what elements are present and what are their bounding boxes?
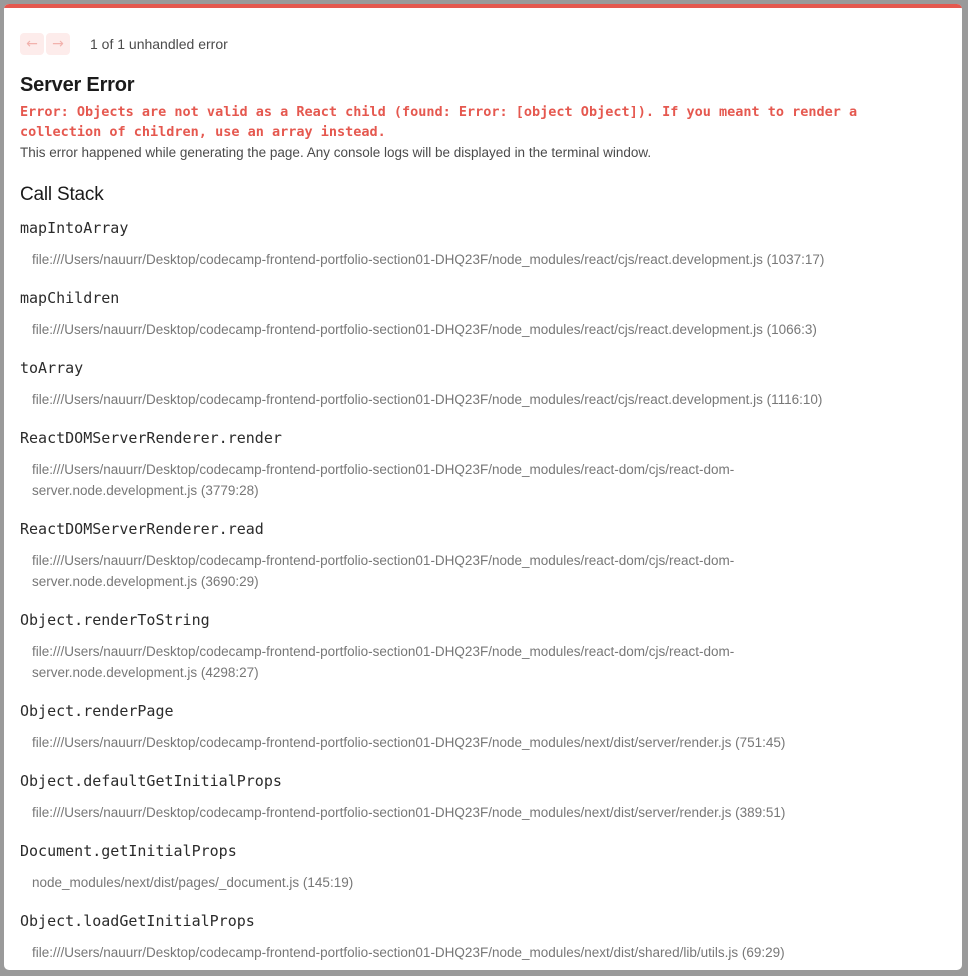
arrow-right-icon: →	[52, 36, 64, 52]
frame-file-location[interactable]: file:///Users/nauurr/Desktop/codecamp-frontend-portfolio-section01-DHQ23F/node_modules/next/dist/server/render.js (751:45)	[32, 735, 786, 750]
call-stack-frame	[20, 519, 946, 600]
frame-file-location[interactable]: file:///Users/nauurr/Desktop/codecamp-frontend-portfolio-section01-DHQ23F/node_modules/react/cjs/react.development.js (1116:10)	[32, 392, 823, 407]
error-message	[20, 102, 946, 142]
error-hint: This error happened while generating the page. Any console logs will be displayed in the terminal window.	[20, 145, 652, 160]
call-stack-frame	[20, 771, 946, 831]
frame-function-name: mapChildren	[20, 289, 120, 307]
frame-file-location[interactable]: file:///Users/nauurr/Desktop/codecamp-frontend-portfolio-section01-DHQ23F/node_modules/react-dom/cjs/react-dom-server.node.development.js (4298:27)	[32, 644, 735, 680]
dialog-body	[4, 74, 962, 970]
frame-function-name: Object.loadGetInitialProps	[20, 912, 255, 930]
error-pager-text: 1 of 1 unhandled error	[90, 36, 228, 52]
frame-file-location[interactable]: node_modules/next/dist/pages/_document.js (145:19)	[32, 875, 354, 890]
error-overlay-dialog	[4, 4, 962, 970]
previous-error-button[interactable]	[20, 33, 44, 55]
page-title: Server Error	[20, 74, 135, 96]
frame-function-name: ReactDOMServerRenderer.render	[20, 429, 282, 447]
frame-file-location[interactable]: file:///Users/nauurr/Desktop/codecamp-frontend-portfolio-section01-DHQ23F/node_modules/next/dist/server/render.js (389:51)	[32, 805, 786, 820]
frame-function-name: Document.getInitialProps	[20, 842, 237, 860]
call-stack-frame	[20, 610, 946, 691]
call-stack-frame	[20, 288, 946, 348]
arrow-left-icon: ←	[26, 36, 38, 52]
call-stack-frame	[20, 701, 946, 761]
frame-function-name: mapIntoArray	[20, 219, 129, 237]
call-stack-frame	[20, 358, 946, 418]
next-error-button[interactable]	[46, 33, 70, 55]
frame-file-location[interactable]: file:///Users/nauurr/Desktop/codecamp-frontend-portfolio-section01-DHQ23F/node_modules/react-dom/cjs/react-dom-server.node.development.js (3779:28)	[32, 462, 735, 498]
frame-function-name: Object.defaultGetInitialProps	[20, 772, 282, 790]
call-stack-frame	[20, 911, 946, 970]
frame-function-name: Object.renderToString	[20, 611, 210, 629]
top-accent-bar	[4, 4, 962, 8]
frame-file-location[interactable]: file:///Users/nauurr/Desktop/codecamp-frontend-portfolio-section01-DHQ23F/node_modules/react-dom/cjs/react-dom-server.node.development.js (3690:29)	[32, 553, 735, 589]
call-stack-frame	[20, 841, 946, 901]
frame-file-location[interactable]: file:///Users/nauurr/Desktop/codecamp-frontend-portfolio-section01-DHQ23F/node_modules/react/cjs/react.development.js (1037:17)	[32, 252, 825, 267]
call-stack-frame	[20, 218, 946, 278]
dialog-header	[4, 24, 962, 64]
error-message-line-1: Error: Objects are not valid as a React child (found: Error: [object Object]). If you meant to render a	[20, 104, 858, 120]
frame-file-location[interactable]: file:///Users/nauurr/Desktop/codecamp-frontend-portfolio-section01-DHQ23F/node_modules/react/cjs/react.development.js (1066:3)	[32, 322, 817, 337]
call-stack-title: Call Stack	[20, 184, 104, 205]
frame-function-name: toArray	[20, 359, 84, 377]
error-nav-group	[20, 33, 70, 55]
frame-function-name: ReactDOMServerRenderer.read	[20, 520, 264, 538]
frame-file-location[interactable]: file:///Users/nauurr/Desktop/codecamp-frontend-portfolio-section01-DHQ23F/node_modules/next/dist/shared/lib/utils.js (69:29)	[32, 945, 785, 960]
error-message-line-2: collection of children, use an array instead.	[20, 124, 386, 140]
frame-function-name: Object.renderPage	[20, 702, 174, 720]
call-stack-frame	[20, 428, 946, 509]
call-stack-list	[20, 218, 946, 970]
